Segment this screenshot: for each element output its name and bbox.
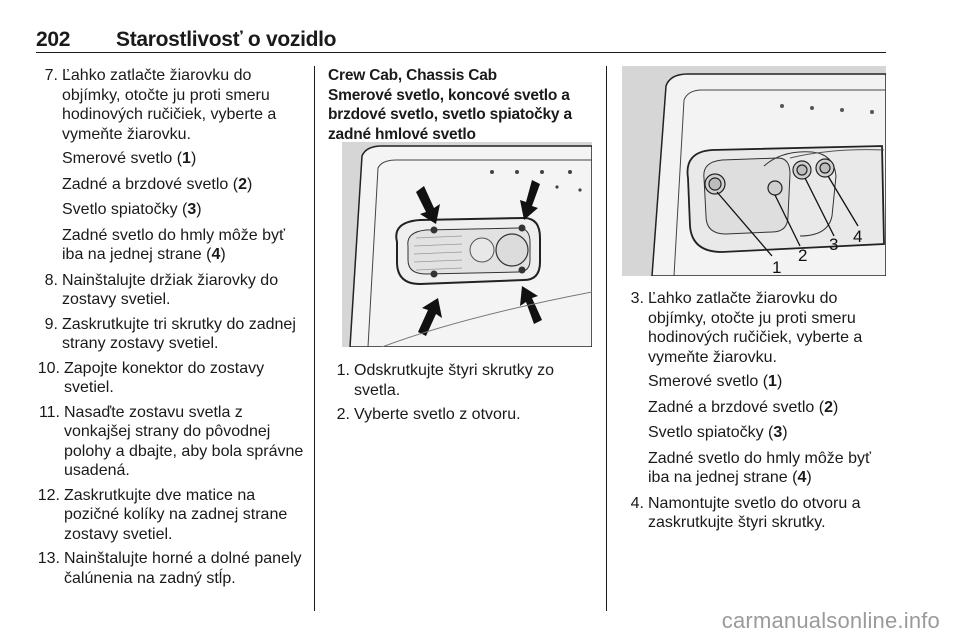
- figure-label-1: 1: [772, 258, 782, 276]
- bulb-item-3: Svetlo spiatočky (3): [62, 201, 202, 218]
- step-12: 12. Zaskrutkujte dve matice na pozičné kolíky na zadnej strane zostavy svetiel.: [37, 486, 288, 543]
- subsection-subheading: Smerové svetlo, koncové svetlo a brzdové svetlo, svetlo spiatočky a zadné hmlové svetlo: [328, 86, 572, 143]
- step-1: 1. Odskrutkujte štyri skrutky zo svetla.: [336, 362, 555, 399]
- column-2: [328, 66, 600, 144]
- bulb-sockets-illustration: [622, 66, 886, 276]
- section-title: Starostlivosť o vozidlo: [116, 28, 337, 51]
- bulb-item-1: Smerové svetlo (1): [62, 150, 197, 167]
- bulb-item-2: Zadné a brzdové svetlo (2): [62, 175, 253, 193]
- step-4: 4. Namontujte svetlo do otvoru a zaskrutkujte štyri skrutky.: [630, 494, 861, 531]
- column-divider-1: [314, 66, 315, 611]
- step-10: 10. Zapojte konektor do zostavy svetiel.: [37, 359, 265, 396]
- column-1: [36, 66, 308, 593]
- column-3: [622, 289, 892, 538]
- bulb-item-3: Svetlo spiatočky (3): [648, 424, 788, 441]
- subsection-heading: Crew Cab, Chassis Cab: [328, 67, 497, 84]
- step-text: Ľahko zatlačte žiarovku do objímky, otočte ju proti smeru hodinových ručičiek, vyberte a vymeňte žiarovku.: [62, 67, 277, 143]
- bulb-item-1: Smerové svetlo (1): [648, 373, 783, 390]
- page-number: 202: [36, 28, 71, 51]
- bulb-item-2: Zadné a brzdové svetlo (2): [648, 398, 839, 416]
- step-number: 7.: [44, 67, 58, 84]
- step-11: 11. Nasaďte zostavu svetla z vonkajšej strany do pôvodnej polohy a dbajte, aby bola správne usadená.: [38, 403, 304, 479]
- figure-label-2: 2: [798, 246, 808, 265]
- tail-light-screws-illustration: [342, 142, 592, 347]
- step-3: 3. Ľahko zatlačte žiarovku do objímky, otočte ju proti smeru hodinových ručičiek, vyberte a vymeňte žiarovku.: [630, 290, 863, 366]
- step-9: 9. Zaskrutkujte tri skrutky do zadnej strany zostavy svetiel.: [44, 315, 296, 352]
- bulb-item-4: Zadné svetlo do hmly môže byť iba na jednej strane (4): [648, 449, 871, 486]
- bulb-item-4: Zadné svetlo do hmly môže byť iba na jednej strane (4): [62, 226, 285, 263]
- figure-label-3: 3: [829, 235, 839, 254]
- column-divider-2: [606, 66, 607, 611]
- step-8: 8. Nainštalujte držiak žiarovky do zostavy svetiel.: [44, 271, 279, 308]
- step-13: 13. Nainštalujte horné a dolné panely čalúnenia na zadný stĺp.: [37, 550, 302, 587]
- step-2: 2. Vyberte svetlo z otvoru.: [336, 406, 521, 423]
- watermark: carmanualsonline.info: [721, 608, 940, 633]
- column-2-steps: [328, 361, 600, 430]
- step-7: [36, 66, 308, 144]
- page-header: [36, 26, 886, 53]
- figure-label-4: 4: [853, 227, 863, 246]
